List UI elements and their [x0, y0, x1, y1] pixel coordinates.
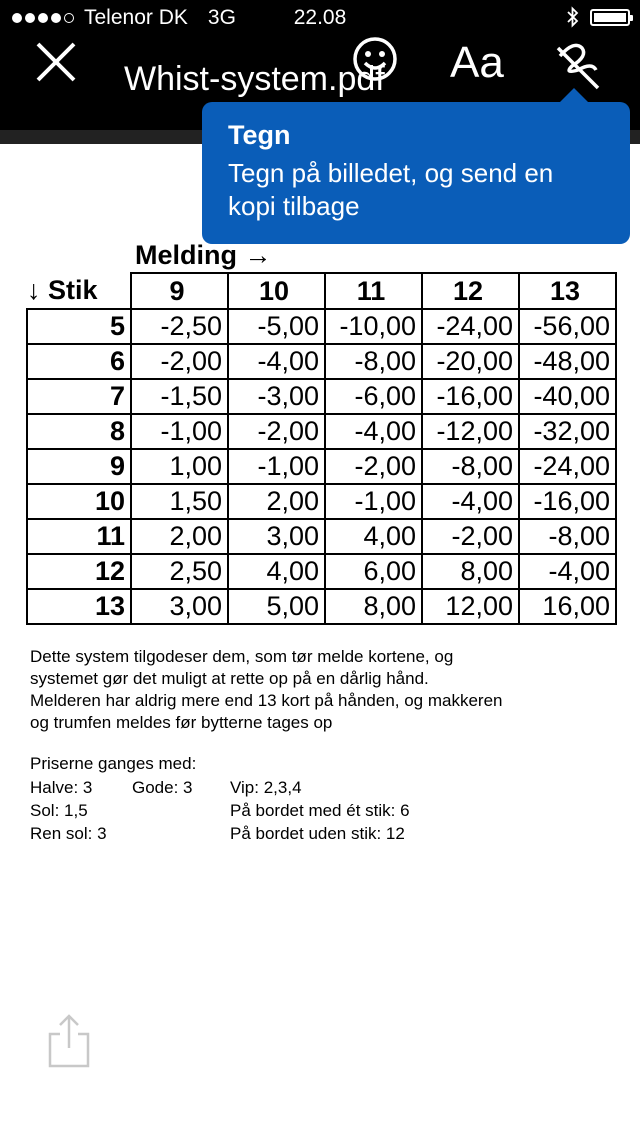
table-row — [27, 484, 616, 519]
table-cell: -40,00 — [519, 379, 616, 414]
melding-label — [135, 240, 272, 271]
table-cell: -4,00 — [228, 344, 325, 379]
table-cell: -1,00 — [131, 414, 228, 449]
table-row — [27, 519, 616, 554]
table-cell: 4,00 — [325, 519, 422, 554]
table-cell: -2,00 — [325, 449, 422, 484]
table-cell: -24,00 — [422, 309, 519, 344]
tooltip-title: Tegn — [228, 120, 291, 150]
markup-tooltip[interactable] — [202, 102, 630, 244]
table-cell: 16,00 — [519, 589, 616, 624]
table-cell: -8,00 — [422, 449, 519, 484]
table-cell: -20,00 — [422, 344, 519, 379]
table-cell: 4,00 — [228, 554, 325, 589]
network-type: 3G — [207, 6, 236, 29]
row-header: 8 — [27, 414, 131, 449]
table-cell: 8,00 — [422, 554, 519, 589]
table-cell: 12,00 — [422, 589, 519, 624]
column-header: 13 — [519, 273, 616, 309]
table-cell: -24,00 — [519, 449, 616, 484]
note-line: Melderen har aldrig mere end 13 kort på hånden, og makkeren — [30, 691, 503, 710]
price-gode: Gode: 3 — [132, 778, 193, 797]
table-cell: -2,50 — [131, 309, 228, 344]
column-header: 9 — [131, 273, 228, 309]
table-cell: 2,50 — [131, 554, 228, 589]
table-header-row — [27, 273, 616, 309]
price-paa-bordet-uden: På bordet uden stik: 12 — [230, 824, 405, 843]
table-cell: -16,00 — [422, 379, 519, 414]
table-row — [27, 589, 616, 624]
row-header: 12 — [27, 554, 131, 589]
whist-table — [26, 272, 617, 625]
close-icon[interactable] — [30, 36, 84, 90]
battery-icon — [590, 9, 630, 26]
table-cell: 1,00 — [131, 449, 228, 484]
tooltip-body: Tegn på billedet, og send en kopi tilbage — [228, 158, 554, 221]
table-cell: -1,00 — [228, 449, 325, 484]
table-cell: -1,00 — [325, 484, 422, 519]
price-halve: Halve: 3 — [30, 778, 93, 797]
table-cell: -2,00 — [228, 414, 325, 449]
table-cell: 2,00 — [228, 484, 325, 519]
price-ren-sol: Ren sol: 3 — [30, 824, 107, 843]
text-icon[interactable]: Aa — [450, 38, 504, 87]
row-header: 13 — [27, 589, 131, 624]
emoji-icon[interactable] — [352, 36, 398, 82]
row-header: 11 — [27, 519, 131, 554]
bluetooth-icon — [566, 6, 580, 28]
table-cell: 6,00 — [325, 554, 422, 589]
price-sol: Sol: 1,5 — [30, 801, 88, 820]
table-cell: -32,00 — [519, 414, 616, 449]
table-cell: -56,00 — [519, 309, 616, 344]
clock: 22.08 — [293, 6, 347, 29]
table-cell: -4,00 — [422, 484, 519, 519]
prices-heading: Priserne ganges med: — [30, 754, 197, 773]
table-cell: -12,00 — [422, 414, 519, 449]
table-cell: -5,00 — [228, 309, 325, 344]
row-header: 5 — [27, 309, 131, 344]
table-cell: -8,00 — [325, 344, 422, 379]
row-header: 7 — [27, 379, 131, 414]
table-cell: -3,00 — [228, 379, 325, 414]
table-row — [27, 309, 616, 344]
document-title: Whist-system.pdf — [124, 60, 385, 98]
arrow-right-icon: → — [244, 240, 272, 270]
table-cell: -8,00 — [519, 519, 616, 554]
table-row — [27, 414, 616, 449]
row-header: 6 — [27, 344, 131, 379]
share-icon[interactable] — [44, 1012, 94, 1070]
table-cell: 8,00 — [325, 589, 422, 624]
table-row — [27, 449, 616, 484]
column-header: 10 — [228, 273, 325, 309]
table-cell: -2,00 — [131, 344, 228, 379]
table-cell: 3,00 — [131, 589, 228, 624]
price-paa-bordet-et: På bordet med ét stik: 6 — [230, 801, 410, 820]
table-cell: -1,50 — [131, 379, 228, 414]
table-cell: -4,00 — [325, 414, 422, 449]
draw-icon[interactable] — [552, 36, 610, 94]
table-cell: -4,00 — [519, 554, 616, 589]
note-line: Dette system tilgodeser dem, som tør melde kortene, og — [30, 647, 454, 666]
table-cell: -10,00 — [325, 309, 422, 344]
table-cell: -48,00 — [519, 344, 616, 379]
note-line: systemet gør det muligt at rette op på en dårlig hånd. — [30, 669, 429, 688]
row-header: 10 — [27, 484, 131, 519]
carrier-name: Telenor DK — [84, 6, 188, 29]
note-line: og trumfen meldes før bytterne tages op — [30, 713, 333, 732]
column-header: 11 — [325, 273, 422, 309]
table-cell: 1,50 — [131, 484, 228, 519]
table-cell: 3,00 — [228, 519, 325, 554]
row-header: 9 — [27, 449, 131, 484]
table-cell: 5,00 — [228, 589, 325, 624]
table-cell: -6,00 — [325, 379, 422, 414]
melding-text: Melding — [135, 240, 237, 270]
column-header: 12 — [422, 273, 519, 309]
table-row — [27, 344, 616, 379]
status-bar — [0, 0, 640, 38]
stik-label: ↓ Stik — [27, 273, 131, 309]
table-cell: 2,00 — [131, 519, 228, 554]
table-row — [27, 379, 616, 414]
table-cell: -16,00 — [519, 484, 616, 519]
price-vip: Vip: 2,3,4 — [230, 778, 302, 797]
table-cell: -2,00 — [422, 519, 519, 554]
table-row — [27, 554, 616, 589]
